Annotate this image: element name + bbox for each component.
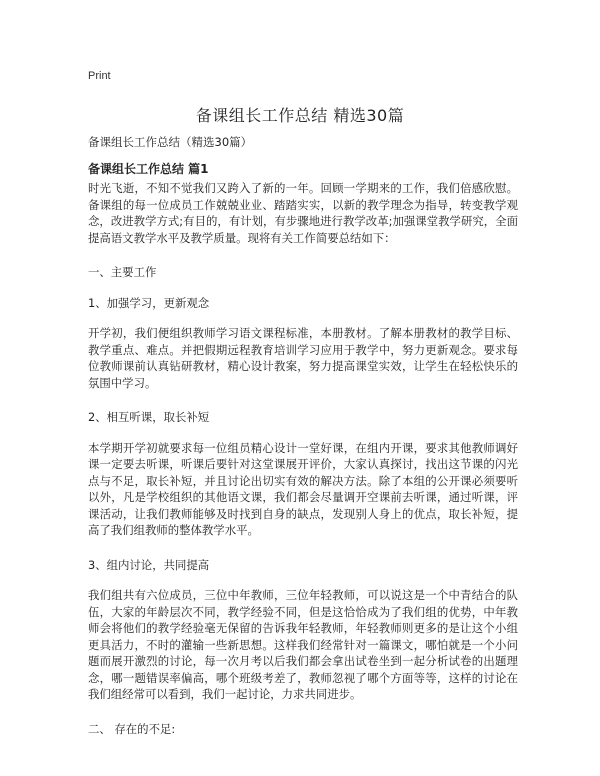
heading-main-work: 一、主要工作 xyxy=(88,265,157,279)
paragraph-discussion: 我们组共有六位成员，三位中年教师，三位年轻教师，可以说这是一个中青结合的队伍，大家的年龄层次不同，教学经验不同，但是这恰恰成为了我们组的优势，中年教师会将他们的教学经验毫无保留的告诉我年轻教师，年轻教师则更多的是让这个小组更具活力，不时的灌输一些新思想。这样我们经常针对一篇课文，哪怕就是一个小问题而展开激烈的讨论，每一次月考以后我们都会拿出试卷坐到一起分析试卷的出题理念，哪一题错误率偏高，哪个班级考差了，教师忽视了哪个方面等等，这样的讨论在我们组经常可以看到，我们一起讨论，力求共同进步。 xyxy=(88,588,518,701)
heading-observation: 2、相互听课，取长补短 xyxy=(88,410,210,424)
page-title: 备课组长工作总结 精选30篇 xyxy=(195,106,405,125)
paragraph-learning: 开学初，我们便组织教师学习语文课程标准，本册教材。了解本册教材的教学目标、教学重点、难点。并把假期远程教育培训学习应用于教学中，努力更新观念。要求每位教师课前认真钻研教材，精心设计教案，努力提高课堂实效，让学生在轻松快乐的氛围中学习。 xyxy=(88,326,518,390)
paragraph-observation: 本学期开学初就要求每一位组员精心设计一堂好课，在组内开课，要求其他教师调好课一定要去听课，听课后要针对这堂课展开评价，大家认真探讨，找出这节课的闪光点与不足，取长补短，并且讨论出切实有效的解决方法。除了本组的公开课必须要听以外，凡是学校组织的其他语文课，我们都会尽量调开空课前去听课，通过听课，评课活动，让我们教师能够及时找到自身的缺点，发现别人身上的优点，取长补短，提高了我们组教师的整体教学水平。 xyxy=(88,440,518,537)
document-body xyxy=(88,180,518,751)
heading-discussion: 3、组内讨论，共同提高 xyxy=(88,557,210,572)
section-heading: 备课组长工作总结 篇1 xyxy=(88,162,209,176)
heading-shortcomings: 二、 存在的不足: xyxy=(88,721,176,736)
paragraph-intro: 时光飞逝，不知不觉我们又跨入了新的一年。回顾一学期来的工作，我们倍感欣慰。备课组的每一位成员工作兢兢业业、踏踏实实，以新的教学理念为指导，转变教学观念，改进教学方式;有目的，有计划，有步骤地进行教学改革;加强课堂教学研究，全面提高语文教学水平及教学质量。现将有关工作简要总结如下： xyxy=(88,181,518,245)
heading-learning: 1、加强学习，更新观念 xyxy=(88,295,210,310)
print-link[interactable]: Print xyxy=(88,70,111,82)
document-subtitle: 备课组长工作总结（精选30篇） xyxy=(88,135,253,149)
